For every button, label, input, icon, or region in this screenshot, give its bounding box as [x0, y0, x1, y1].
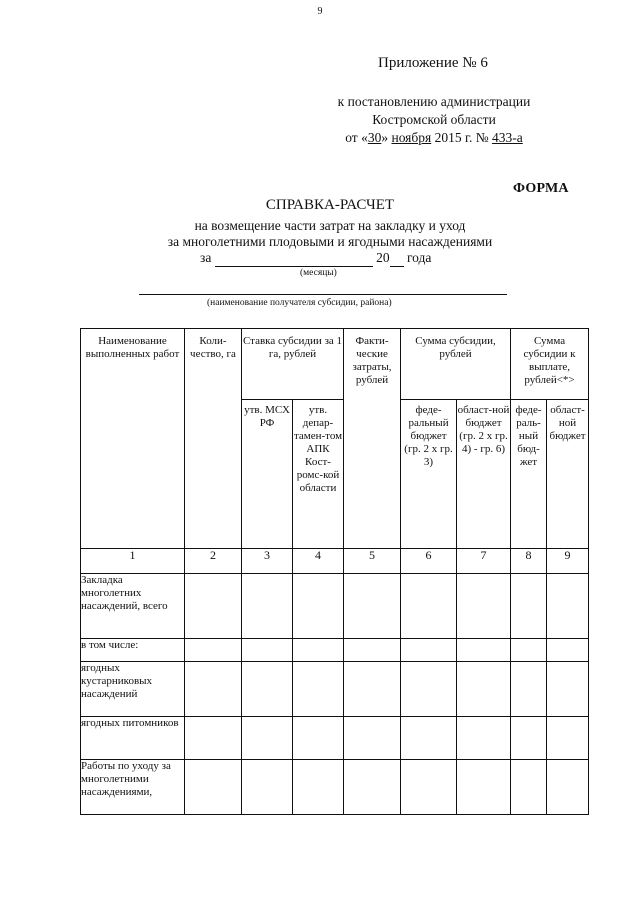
decree-reference — [300, 93, 568, 147]
table-cell[interactable] — [185, 662, 242, 717]
table-cell[interactable] — [547, 574, 589, 639]
table-cell[interactable] — [457, 717, 511, 760]
header-subsidy-regional: област-ной бюджет (гр. 2 х гр. 4) - гр. 6) — [457, 400, 511, 549]
row-label: Закладка многолетних насаждений, всего — [81, 574, 185, 639]
months-blank[interactable] — [215, 250, 373, 267]
header-payout-regional: област-ной бюджет — [547, 400, 589, 549]
page-number: 9 — [317, 6, 323, 17]
months-hint: (месяцы) — [300, 268, 337, 278]
year-suffix: года — [406, 250, 432, 265]
column-number: 1 — [81, 549, 185, 574]
table-cell[interactable] — [511, 717, 547, 760]
form-label: ФОРМА — [513, 181, 569, 196]
table-row — [81, 574, 589, 639]
table-cell[interactable] — [511, 760, 547, 815]
header-rate-dept: утв. депар-тамен-том АПК Кост-ромс-кой области — [293, 400, 344, 549]
year-prefix: 20 — [376, 250, 390, 265]
table-cell[interactable] — [401, 574, 457, 639]
column-number: 2 — [185, 549, 242, 574]
column-number: 8 — [511, 549, 547, 574]
table-row — [81, 662, 589, 717]
table-cell[interactable] — [293, 662, 344, 717]
header-payout-federal: феде-раль-ный бюд-жет — [511, 400, 547, 549]
table-cell[interactable] — [293, 574, 344, 639]
table-cell[interactable] — [293, 639, 344, 662]
header-subsidy-sum: Сумма субсидии, рублей — [401, 329, 511, 400]
row-label: в том числе: — [81, 639, 185, 662]
table-cell[interactable] — [344, 574, 401, 639]
table-cell[interactable] — [344, 639, 401, 662]
table-cell[interactable] — [242, 574, 293, 639]
table-cell[interactable] — [293, 760, 344, 815]
header-rate: Ставка субсидии за 1 га, рублей — [242, 329, 344, 400]
table-cell[interactable] — [511, 662, 547, 717]
column-number: 5 — [344, 549, 401, 574]
table-cell[interactable] — [547, 717, 589, 760]
annex-title: Приложение № 6 — [378, 55, 488, 71]
calculation-table — [80, 328, 589, 815]
table-cell[interactable] — [242, 717, 293, 760]
column-number: 9 — [547, 549, 589, 574]
table-cell[interactable] — [401, 662, 457, 717]
column-number-row — [81, 549, 589, 574]
table-cell[interactable] — [547, 662, 589, 717]
decree-date-line — [300, 129, 568, 147]
table-row — [81, 760, 589, 815]
table-cell[interactable] — [185, 760, 242, 815]
period-line — [200, 250, 431, 267]
table-cell[interactable] — [457, 574, 511, 639]
table-cell[interactable] — [457, 639, 511, 662]
subtitle-line-1: на возмещение части затрат на закладку и уход — [194, 218, 466, 233]
recipient-blank-line[interactable] — [139, 294, 507, 295]
document-title: СПРАВКА-РАСЧЕТ — [265, 197, 395, 213]
table-cell[interactable] — [185, 574, 242, 639]
table-cell[interactable] — [185, 639, 242, 662]
table-cell[interactable] — [242, 760, 293, 815]
table-cell[interactable] — [457, 662, 511, 717]
column-number: 4 — [293, 549, 344, 574]
table-cell[interactable] — [344, 760, 401, 815]
header-work-name: Наименование выполненных работ — [81, 329, 185, 549]
recipient-hint: (наименование получателя субсидии, района) — [207, 298, 392, 308]
table-cell[interactable] — [547, 760, 589, 815]
row-label: ягодных кустарниковых насаждений — [81, 662, 185, 717]
decree-year: 2015 г. № — [431, 130, 493, 145]
table-cell[interactable] — [401, 717, 457, 760]
column-number: 3 — [242, 549, 293, 574]
table-cell[interactable] — [185, 717, 242, 760]
table-cell[interactable] — [242, 639, 293, 662]
decree-line-1: к постановлению администрации — [337, 94, 531, 109]
header-rate-msh: утв. МСХ РФ — [242, 400, 293, 549]
table-cell[interactable] — [242, 662, 293, 717]
table-cell[interactable] — [401, 760, 457, 815]
date-mid: » — [381, 130, 392, 145]
header-actual-costs: Факти-ческие затраты, рублей — [344, 329, 401, 549]
row-label: ягодных питомников — [81, 717, 185, 760]
table-cell[interactable] — [344, 662, 401, 717]
table-cell[interactable] — [511, 574, 547, 639]
header-subsidy-federal: феде-ральный бюджет (гр. 2 х гр. 3) — [401, 400, 457, 549]
decree-month: ноября — [391, 130, 432, 145]
table-cell[interactable] — [401, 639, 457, 662]
period-prefix: за — [200, 250, 212, 265]
header-quantity: Коли-чество, га — [185, 329, 242, 549]
table-row — [81, 717, 589, 760]
table-cell[interactable] — [511, 639, 547, 662]
table-cell[interactable] — [344, 717, 401, 760]
column-number: 7 — [457, 549, 511, 574]
decree-number: 433-а — [492, 130, 523, 145]
table-cell[interactable] — [547, 639, 589, 662]
column-number: 6 — [401, 549, 457, 574]
decree-day: 30 — [367, 130, 382, 145]
date-prefix: от « — [345, 130, 368, 145]
year-blank[interactable] — [390, 250, 404, 267]
subtitle-line-2: за многолетними плодовыми и ягодными насаждениями — [167, 234, 493, 249]
table-cell[interactable] — [457, 760, 511, 815]
table-row — [81, 639, 589, 662]
row-label: Работы по уходу за многолетними насаждениями, — [81, 760, 185, 815]
document-subtitle — [0, 218, 640, 250]
header-payout-sum: Сумма субсидии к выплате, рублей<*> — [511, 329, 589, 400]
decree-line-2: Костромской области — [372, 112, 496, 127]
table-cell[interactable] — [293, 717, 344, 760]
